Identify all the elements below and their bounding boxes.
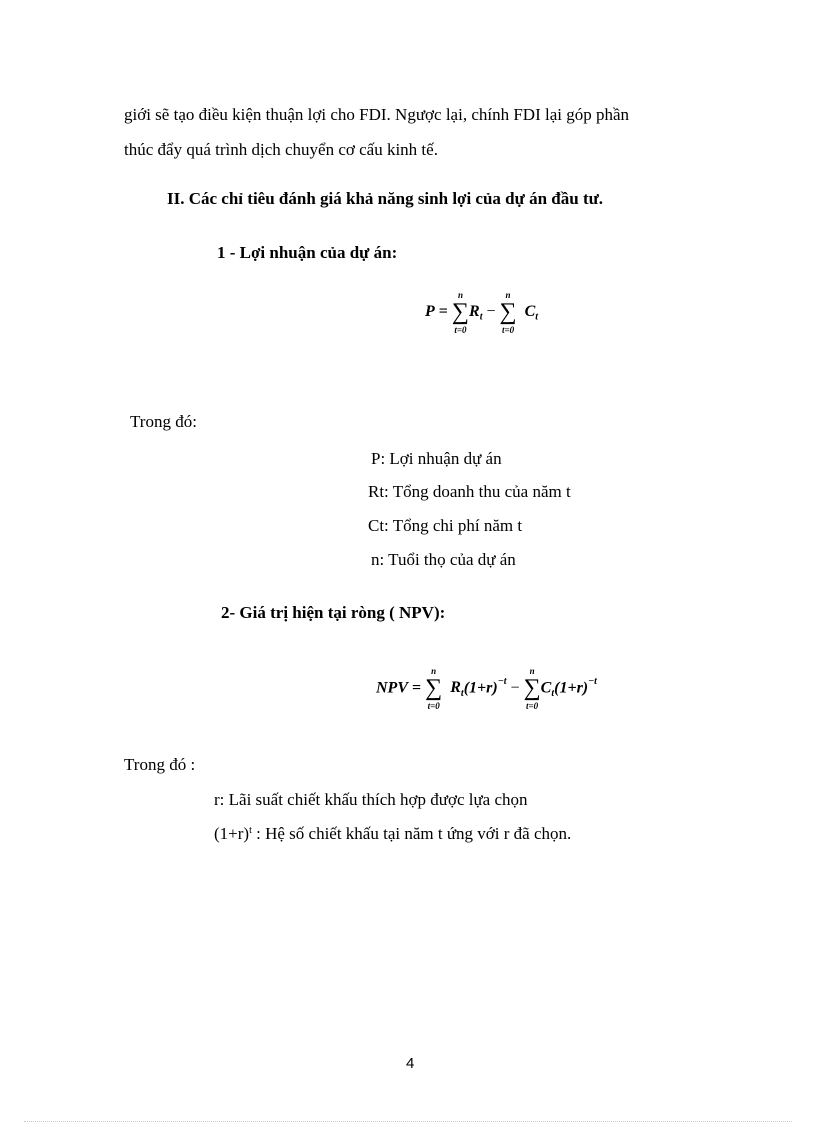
- paragraph-line-1: giới sẽ tạo điều kiện thuận lợi cho FDI. Ngược lại, chính FDI lại góp phần: [124, 105, 630, 124]
- formula-revenue: R: [450, 679, 461, 697]
- sum-lower-limit: t=0: [454, 325, 467, 335]
- definition-rt: Rt: Tổng doanh thu của năm t: [368, 482, 571, 501]
- sum-upper-limit: n: [505, 290, 511, 300]
- summation-symbol: ∑ n t=0: [523, 666, 541, 712]
- page-bottom-rule: [24, 1121, 792, 1122]
- formula-minus: −: [510, 679, 520, 697]
- subsection-heading-npv: 2- Giá trị hiện tại ròng ( NPV):: [221, 603, 446, 622]
- sum-upper-limit: n: [431, 666, 437, 677]
- formula-discount-paren: (1+r): [463, 679, 498, 697]
- definition-discount-factor: [214, 825, 571, 842]
- definition-n: n: Tuổi thọ của dự án: [371, 550, 516, 569]
- sum-upper-limit: n: [529, 666, 535, 677]
- sum-lower-limit: t=0: [427, 701, 440, 712]
- summation-symbol: ∑ n t=0: [451, 290, 470, 335]
- profit-formula: [425, 290, 539, 335]
- discount-rest: : Hệ số chiết khấu tại năm t ứng với r đã chọn.: [251, 824, 572, 843]
- summation-symbol: ∑ n t=0: [499, 290, 517, 335]
- formula-discount-paren: (1+r): [554, 679, 589, 697]
- section-heading: II. Các chỉ tiêu đánh giá khả năng sinh lợi của dự án đầu tư.: [167, 189, 604, 208]
- npv-formula: [376, 666, 597, 712]
- page-number: 4: [406, 1055, 415, 1072]
- paragraph-line-2: thúc đẩy quá trình dịch chuyển cơ cấu kinh tế.: [124, 140, 438, 159]
- formula-revenue-sub: t: [479, 311, 483, 323]
- formula-cost: C: [540, 679, 552, 697]
- formula-cost-sub: t: [551, 688, 555, 699]
- subsection-heading-profit: 1 - Lợi nhuận của dự án:: [217, 243, 398, 262]
- formula-revenue: R: [469, 303, 480, 320]
- formula-cost-sub: t: [535, 311, 539, 323]
- definition-p: P: Lợi nhuận dự án: [371, 449, 502, 468]
- formula-equals: =: [412, 679, 422, 697]
- where-label-2: Trong đó :: [124, 755, 196, 774]
- formula-discount-exp: −t: [588, 676, 597, 687]
- formula-revenue-sub: t: [460, 688, 464, 699]
- summation-symbol: ∑ n t=0: [425, 666, 443, 712]
- definition-r: r: Lãi suất chiết khấu thích hợp được lựa chọn: [214, 790, 528, 809]
- formula-minus: −: [486, 303, 496, 320]
- definition-ct: Ct: Tổng chi phí năm t: [368, 516, 523, 535]
- discount-sup: t: [249, 825, 252, 836]
- where-label-1: Trong đó:: [130, 412, 197, 431]
- discount-base: (1+r): [214, 824, 250, 843]
- formula-lhs: NPV: [376, 679, 408, 697]
- formula-cost: C: [524, 303, 536, 320]
- sum-lower-limit: t=0: [501, 325, 515, 335]
- sum-lower-limit: t=0: [526, 701, 539, 712]
- formula-lhs: P: [425, 303, 435, 320]
- formula-equals: =: [438, 303, 448, 320]
- formula-discount-exp: −t: [497, 676, 507, 687]
- sum-upper-limit: n: [457, 290, 463, 300]
